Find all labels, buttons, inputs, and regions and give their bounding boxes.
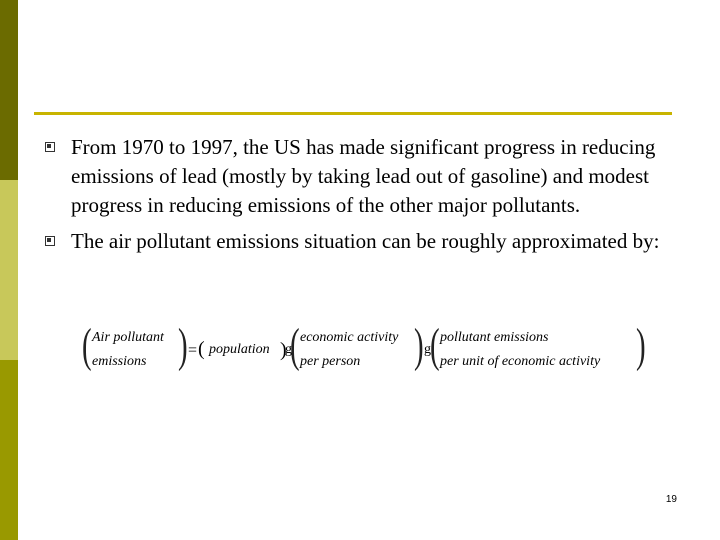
left-paren-icon: ( bbox=[82, 319, 92, 372]
bullet-text: The air pollutant emissions situation can be roughly approximated by: bbox=[71, 229, 660, 253]
formula-population: population bbox=[209, 342, 270, 357]
formula-lhs-bottom: emissions bbox=[92, 354, 147, 369]
left-paren-icon: ( bbox=[290, 319, 300, 372]
square-bullet-icon bbox=[45, 236, 55, 246]
formula-poll-bottom: per unit of economic activity bbox=[440, 354, 601, 369]
emissions-formula bbox=[80, 319, 648, 378]
bullet-list bbox=[45, 133, 665, 263]
left-paren-icon: ( bbox=[430, 319, 440, 372]
sidebar-stripe-top bbox=[0, 0, 18, 180]
formula-econ-top: economic activity bbox=[300, 330, 399, 345]
bullet-item bbox=[45, 133, 665, 220]
right-paren-icon: ) bbox=[636, 319, 646, 372]
bullet-item bbox=[45, 227, 665, 256]
paren-close: ) bbox=[280, 339, 287, 361]
right-paren-icon: ) bbox=[178, 319, 188, 372]
sidebar-stripe-bottom bbox=[0, 360, 18, 540]
formula-equals: = bbox=[188, 342, 198, 359]
paren-open: ( bbox=[198, 338, 205, 360]
formula-lhs-top: Air pollutant bbox=[92, 330, 164, 345]
title-divider bbox=[34, 112, 672, 115]
sidebar-stripe-middle bbox=[0, 180, 18, 360]
square-bullet-icon bbox=[45, 142, 55, 152]
formula-econ-bottom: per person bbox=[300, 354, 361, 369]
page-number: 19 bbox=[665, 494, 677, 505]
formula-operator: g bbox=[424, 342, 431, 357]
formula-poll-top: pollutant emissions bbox=[440, 330, 549, 345]
right-paren-icon: ) bbox=[414, 319, 424, 372]
bullet-text: From 1970 to 1997, the US has made significant progress in reducing emissions of lead (mostly by taking lead out of gasoline) and modest progress in reducing emissions of the other major pollutants. bbox=[71, 135, 656, 217]
formula-operator: g bbox=[285, 342, 292, 357]
